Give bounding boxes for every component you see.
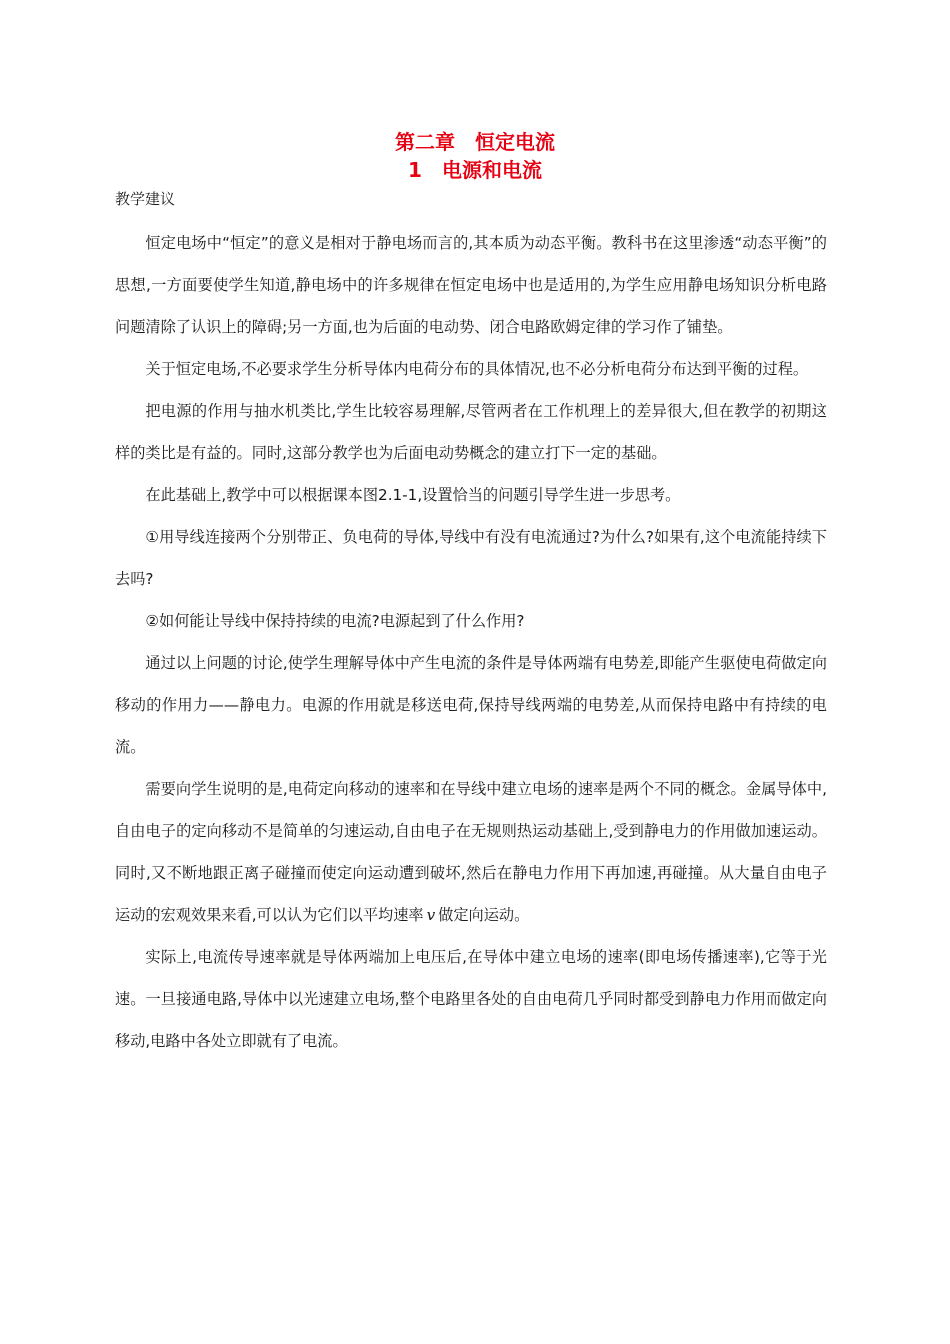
paragraph: 通过以上问题的讨论,使学生理解导体中产生电流的条件是导体两端有电势差,即能产生驱使电荷做定向移动的作用力——静电力。电源的作用就是移送电荷,保持导线两端的电势差,从而保持电路中有持续的电流。: [115, 654, 827, 756]
question-paragraph: ①用导线连接两个分别带正、负电荷的导体,导线中有没有电流通过?为什么?如果有,这个电流能持续下去吗?: [115, 528, 827, 588]
paragraph: 关于恒定电场,不必要求学生分析导体内电荷分布的具体情况,也不必分析电荷分布达到平衡的过程。: [145, 360, 809, 378]
paragraph-text: 做定向运动。: [438, 906, 530, 924]
average-speed-symbol: v: [426, 906, 436, 924]
title-block: [0, 128, 950, 184]
body-text: [115, 222, 827, 1062]
paragraph-text: 需要向学生说明的是,电荷定向移动的速率和在导线中建立电场的速率是两个不同的概念。金属导体中,自由电子的定向移动不是简单的匀速运动,自由电子在无规则热运动基础上,受到静电力的作用做加速运动。同时,又不断地跟正离子碰撞而使定向运动遭到破坏,然后在静电力作用下再加速,再碰撞。从大量自由电子运动的宏观效果来看,可以认为它们以平均速率: [115, 780, 827, 924]
paragraph: [115, 768, 827, 936]
paragraph: 把电源的作用与抽水机类比,学生比较容易理解,尽管两者在工作机理上的差异很大,但在教学的初期这样的类比是有益的。同时,这部分教学也为后面电动势概念的建立打下一定的基础。: [115, 402, 827, 462]
section-title: 1 电源和电流: [408, 158, 542, 182]
question-paragraph: ②如何能让导线中保持持续的电流?电源起到了什么作用?: [145, 612, 525, 630]
chapter-title: 第二章 恒定电流: [395, 130, 555, 154]
paragraph: 在此基础上,教学中可以根据课本图2.1-1,设置恰当的问题引导学生进一步思考。: [145, 486, 681, 504]
paragraph: 恒定电场中“恒定”的意义是相对于静电场而言的,其本质为动态平衡。教科书在这里渗透“动态平衡”的思想,一方面要使学生知道,静电场中的许多规律在恒定电场中也是适用的,为学生应用静电场知识分析电路问题清除了认识上的障碍;另一方面,也为后面的电动势、闭合电路欧姆定律的学习作了铺垫。: [115, 234, 827, 336]
paragraph: 实际上,电流传导速率就是导体两端加上电压后,在导体中建立电场的速率(即电场传播速率),它等于光速。一旦接通电路,导体中以光速建立电场,整个电路里各处的自由电荷几乎同时都受到静电力作用而做定向移动,电路中各处立即就有了电流。: [115, 948, 827, 1050]
section-label: 教学建议: [115, 190, 176, 208]
